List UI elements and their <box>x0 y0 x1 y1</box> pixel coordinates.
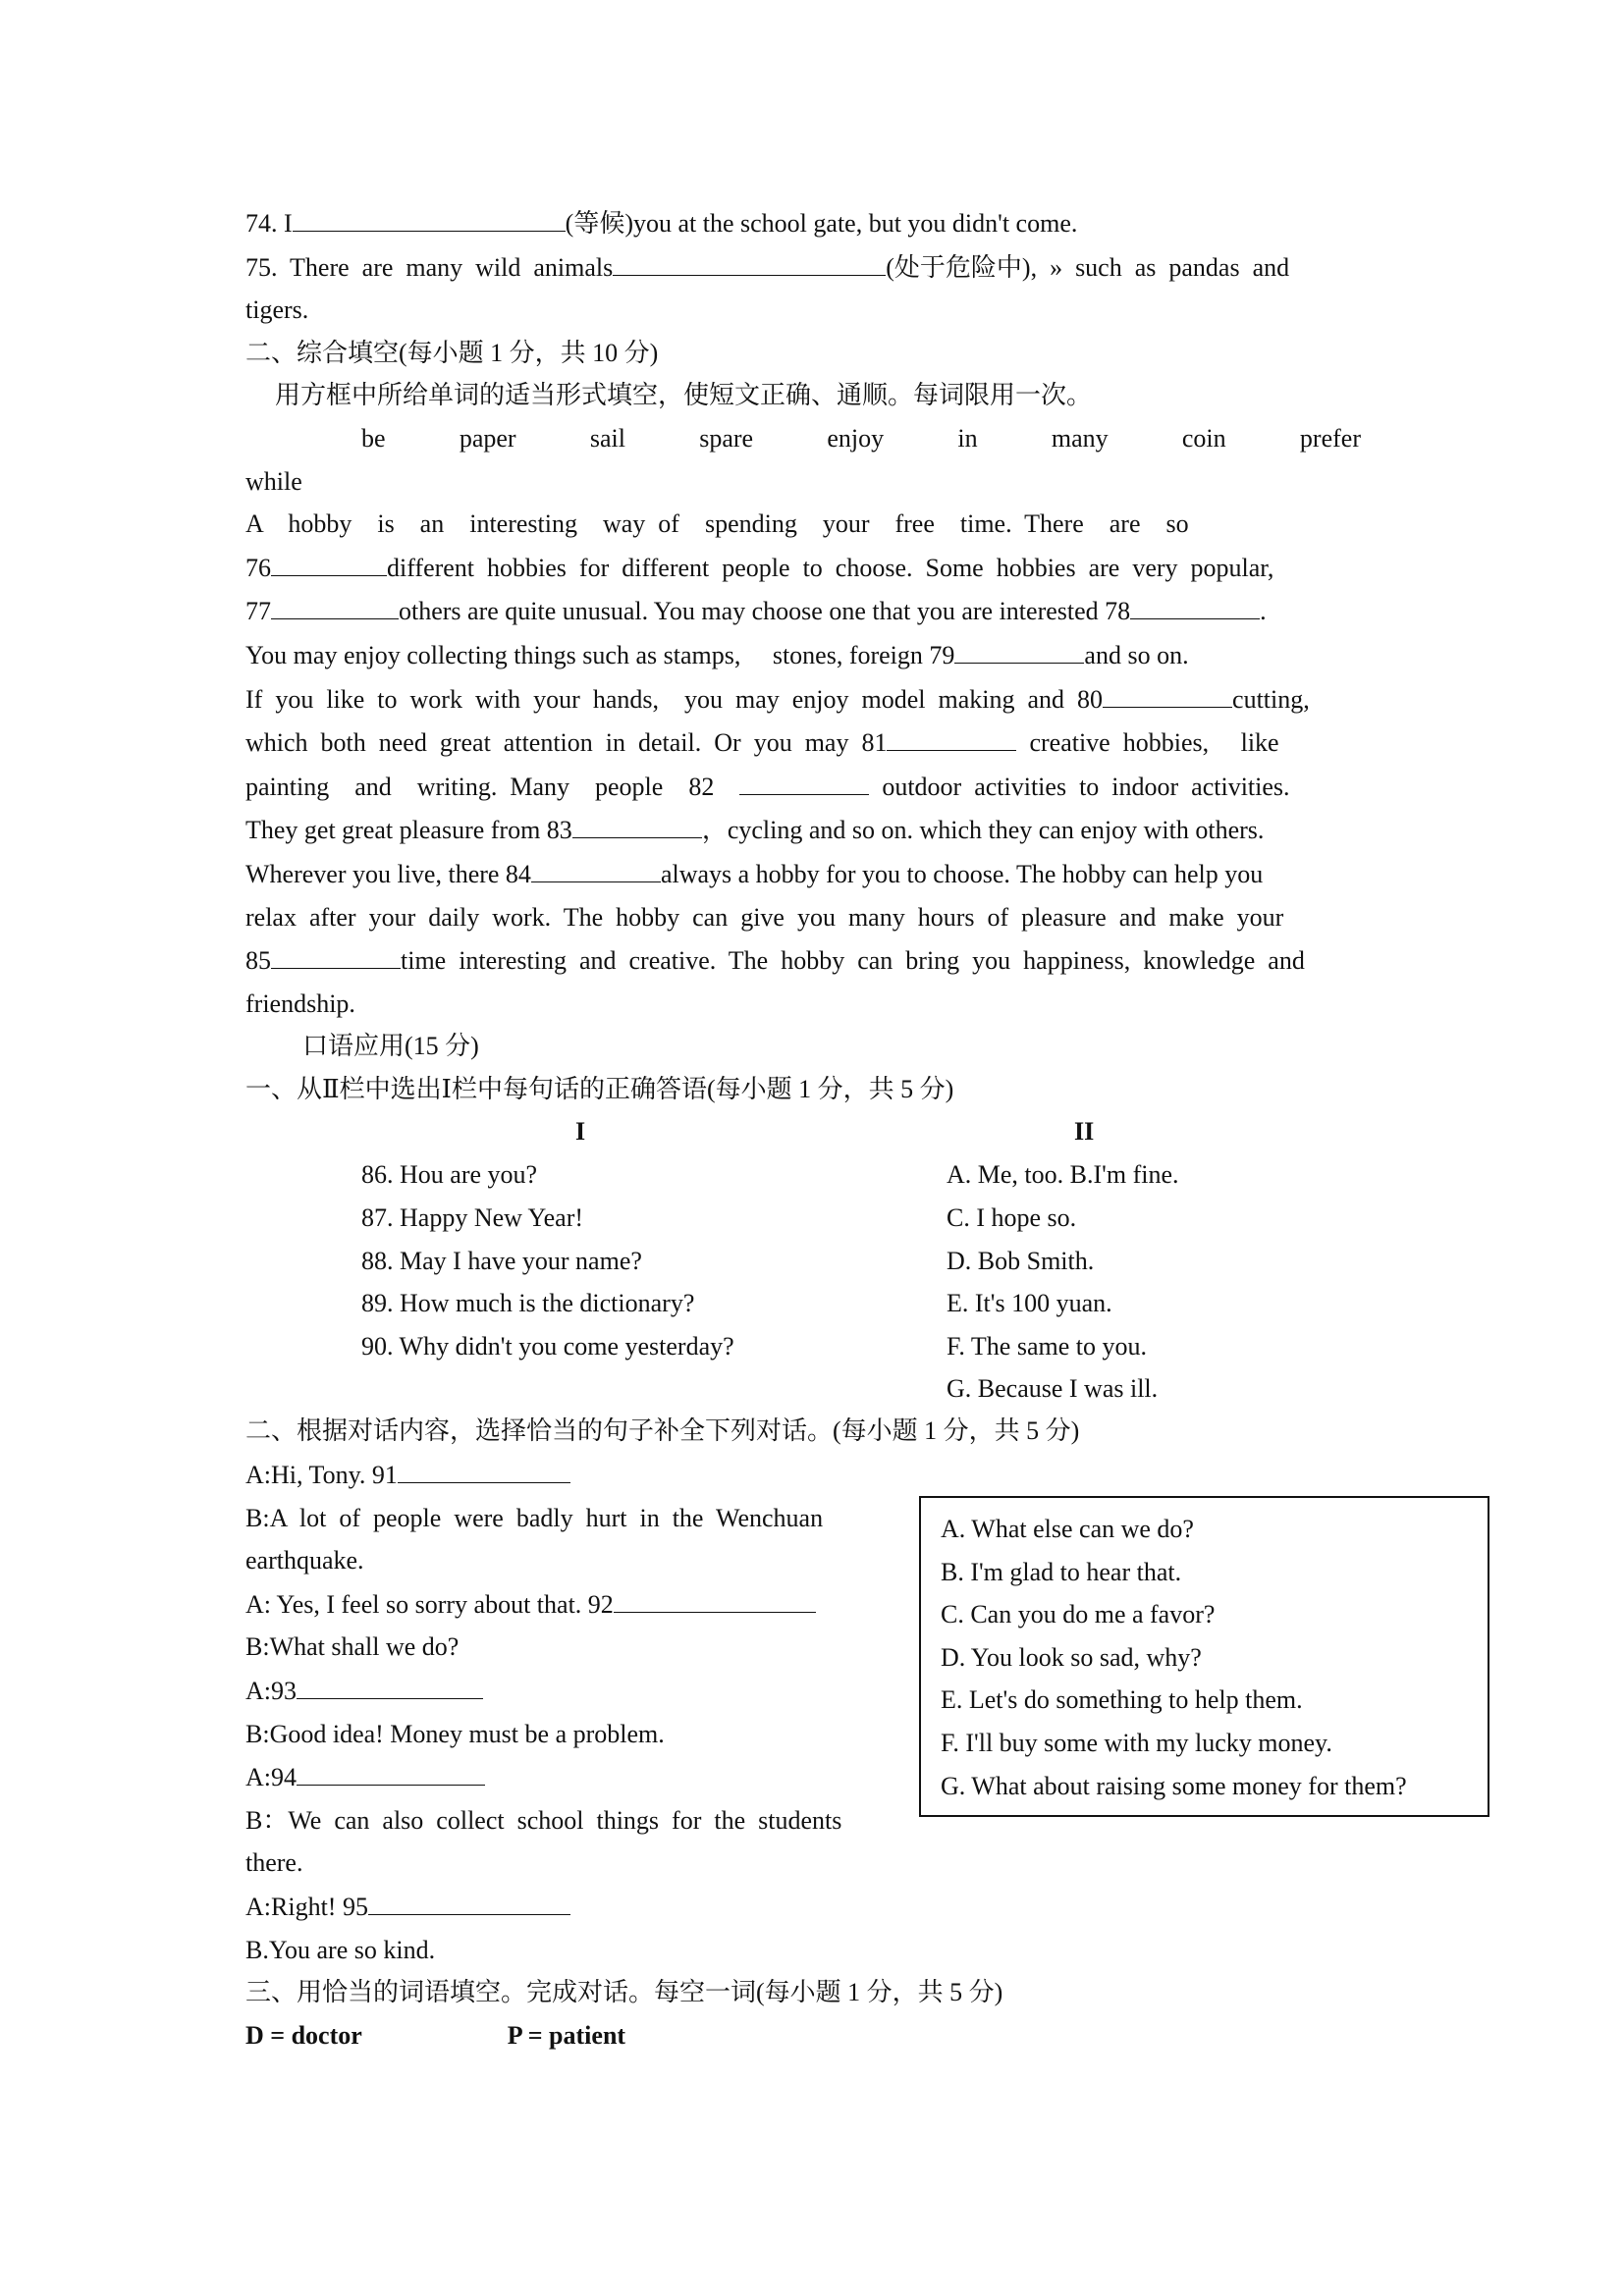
answer-blank[interactable] <box>531 852 661 882</box>
answer-blank[interactable] <box>271 589 399 619</box>
answer-blank[interactable] <box>368 1885 570 1915</box>
answer-item: E. It's 100 yuan. <box>947 1289 1112 1318</box>
option-item: A. What else can we do? <box>941 1515 1194 1544</box>
answer-item: D. Bob Smith. <box>947 1246 1095 1275</box>
answer-item: C. I hope so. <box>947 1203 1077 1233</box>
column-header-i: I <box>575 1117 586 1147</box>
answer-blank[interactable] <box>613 245 886 276</box>
question-item: 88. May I have your name? <box>361 1246 642 1275</box>
section-title: 二、综合填空(每小题 1 分，共 10 分) <box>245 338 659 367</box>
word-bank-item: coin <box>1181 423 1226 453</box>
options-box <box>919 1496 1489 1817</box>
answer-blank[interactable] <box>1103 677 1232 708</box>
question-item: 87. Happy New Year! <box>361 1203 584 1233</box>
option-item: B. I'm glad to hear that. <box>941 1557 1182 1586</box>
column-header-ii: II <box>1074 1117 1095 1147</box>
option-item: F. I'll buy some with my lucky money. <box>941 1729 1332 1758</box>
dialogue-legend: D = doctor P = patient <box>245 2020 626 2050</box>
word-bank-item: prefer <box>1299 423 1361 453</box>
dialogue: A:Hi, Tony. 91 B:A lot of people were badly hurt in the Wenchuan earthquake. A: Yes, I feel so sorry about that. 92 B:What shall we do? A:93 B:Good idea! Money must be a problem. A:94 B：We can also collect school things for the students there. A:Right! 95 B.You are so kind. <box>245 1453 893 1971</box>
word-bank-item: many <box>1051 423 1109 453</box>
word-bank-item: while <box>245 466 302 496</box>
part1-title: 一、从Ⅱ栏中选出Ⅰ栏中每句话的正确答语(每小题 1 分，共 5 分) <box>245 1074 954 1103</box>
question-item: 90. Why didn't you come yesterday? <box>361 1331 734 1361</box>
question-75: 75. There are many wild animals (处于危险中), » such as pandas and <box>245 245 1388 290</box>
answer-blank[interactable] <box>297 1755 485 1786</box>
question-item: 86. Hou are you? <box>361 1160 538 1190</box>
answer-item: A. Me, too. B.I'm fine. <box>947 1160 1179 1190</box>
question-75-continued: tigers. <box>245 295 309 325</box>
word-bank-item: in <box>957 423 978 453</box>
answer-blank[interactable] <box>271 546 387 576</box>
answer-blank[interactable] <box>739 765 869 795</box>
answer-blank[interactable] <box>293 201 566 232</box>
oral-section-title: 口语应用(15 分) <box>302 1032 479 1061</box>
answer-blank[interactable] <box>297 1669 483 1699</box>
word-bank-item: enjoy <box>827 423 885 453</box>
word-bank <box>245 417 1388 460</box>
part2-title: 二、根据对话内容，选择恰当的句子补全下列对话。(每小题 1 分，共 5 分) <box>245 1416 1080 1446</box>
matching-table <box>245 1110 1388 1410</box>
answer-blank[interactable] <box>271 938 401 969</box>
answer-blank[interactable] <box>887 721 1016 751</box>
answer-item: F. The same to you. <box>947 1331 1147 1361</box>
answer-item: G. Because I was ill. <box>947 1374 1159 1404</box>
answer-blank[interactable] <box>572 808 702 838</box>
section-instruction: 用方框中所给单词的适当形式填空，使短文正确、通顺。每词限用一次。 <box>275 381 1093 410</box>
word-bank-item: sail <box>589 423 625 453</box>
questions-column <box>361 1153 734 1367</box>
answer-blank[interactable] <box>614 1582 816 1613</box>
option-item: E. Let's do something to help them. <box>941 1685 1303 1715</box>
answer-blank[interactable] <box>954 633 1084 664</box>
word-bank-item: be <box>361 423 386 453</box>
word-bank-item: spare <box>699 423 754 453</box>
question-74: 74. I (等候)you at the school gate, but you didn't come. <box>245 201 1388 245</box>
question-item: 89. How much is the dictionary? <box>361 1289 695 1318</box>
part3-title: 三、用恰当的词语填空。完成对话。每空一词(每小题 1 分，共 5 分) <box>245 1978 1003 2007</box>
exam-page <box>245 201 1407 2056</box>
word-bank-item: paper <box>459 423 516 453</box>
option-item: C. Can you do me a favor? <box>941 1600 1216 1629</box>
answers-column <box>947 1153 1179 1411</box>
cloze-passage: A hobby is an interesting way of spending your free time. There are so 76 different hobbies for different people to choose. Some hobbies are very popular, 77 others are quite unusual. You may choose one that you are interested 78 . You may enjoy collecting things such as stamps, stones, foreign 79 and so on. If you like to work with your hands, you may enjoy model making and 80 cutting, which both need great attention in detail. Or you may 81 creative hobbies, like painting and writing. Many people 82 outdoor activities to indoor activities. They get great pleasure from 83 ，cycling and so on. which they can enjoy with others. Wherever you live, there 84 always a hobby for you to choose. The hobby can help you relax after your daily work. The hobby can give you many hours of pleasure and make your 85 time interesting and creative. The hobby can bring you happiness, knowledge and friendship. <box>245 509 1310 1018</box>
answer-blank[interactable] <box>398 1453 570 1483</box>
answer-blank[interactable] <box>1130 589 1260 619</box>
dialogue-section <box>245 1453 1407 1971</box>
option-item: D. You look so sad, why? <box>941 1642 1202 1672</box>
option-item: G. What about raising some money for them? <box>941 1771 1407 1800</box>
